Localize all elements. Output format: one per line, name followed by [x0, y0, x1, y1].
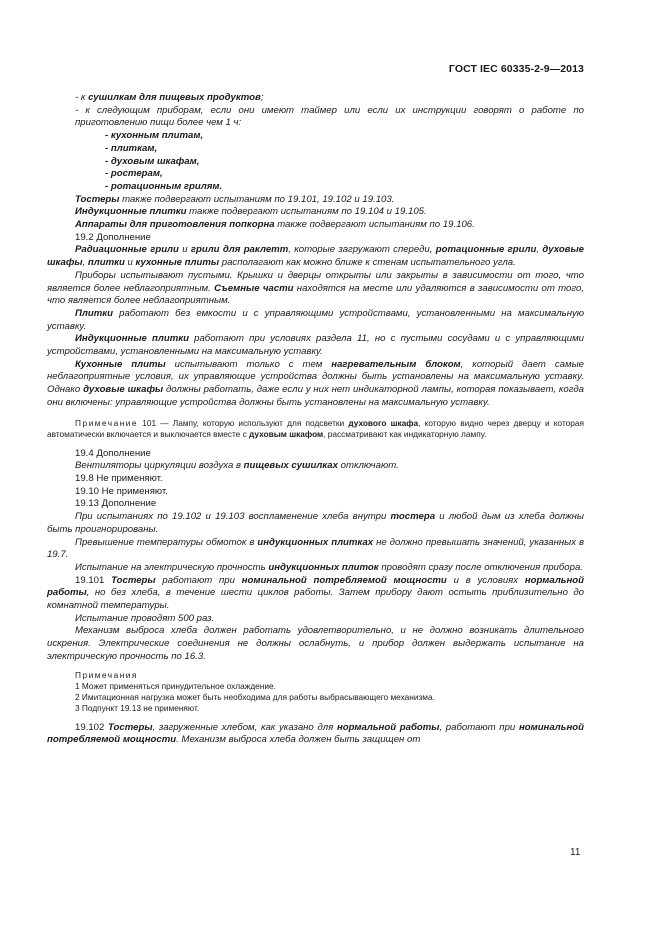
- list-item: - плиткам,: [105, 142, 158, 154]
- list-item: - ротационным грилям.: [105, 180, 223, 192]
- section-heading: 19.4 Дополнение: [75, 447, 151, 459]
- paragraph-electric-strength: Испытание на электрическую прочность индукционных плиток проводят сразу после отключения прибора.: [75, 561, 583, 573]
- note-item: 1 Может применяться принудительное охлаждение.: [75, 680, 276, 691]
- section-heading: 19.10 Не применяют.: [75, 485, 168, 497]
- paragraph-19-102: 19.102 Тостеры, загруженные хлебом, как указано для нормальной работы, работают при номинальной потребляемой мощности. Механизм выброса хлеба должен быть защищен от: [47, 721, 584, 746]
- list-item: - кухонным плитам,: [105, 130, 204, 142]
- paragraph-cookers: Кухонные плиты испытывают только с тем нагревательным блоком, который дает самые неблагоприятные условия, их управляющие устройства должны быть установлены на максимальную уставку. Однако духовые шкафы должны работать, даже если у них нет индикаторной лампы, которая показывает, когда они включены: управляющие устройства должны быть установлены на максимальную уставку.: [47, 358, 584, 408]
- paragraph-19-101: 19.101 Тостеры работают при номинальной потребляемой мощности и в условиях нормальной работы, но без хлеба, в течение шести циклов работы. Затем прибору дают остыть приблизительно до комнатной температуры.: [47, 574, 584, 612]
- page-number: 11: [570, 847, 581, 858]
- paragraph-fans: Вентиляторы циркуляции воздуха в пищевых сушилках отключают.: [75, 460, 399, 472]
- document-body: [47, 92, 584, 747]
- standard-code-header: ГОСТ IEC 60335-2-9—2013: [448, 63, 584, 75]
- list-item: - ростерам,: [105, 168, 163, 180]
- list-item: - духовым шкафам,: [105, 155, 200, 167]
- paragraph-mechanism: Механизм выброса хлеба должен работать удовлетворительно, и не должно возникать длительного искрения. Электрические соединения не должны ослабнуть, и прибор должен выдержать испытание на электрическую прочность по 16.3.: [47, 625, 584, 662]
- section-heading: 19.8 Не применяют.: [75, 472, 163, 484]
- paragraph-dryers: - к сушилкам для пищевых продуктов;: [75, 92, 264, 103]
- paragraph-induction-hobs: Индукционные плитки работают при условиях раздела 11, но с пустыми сосудами и с управляющими устройствами, установленными на максимальную уставку.: [47, 333, 584, 358]
- notes-title: Примечания: [75, 669, 138, 680]
- paragraph-popcorn: Аппараты для приготовления попкорна также подвергают испытаниям по 19.106.: [75, 219, 475, 231]
- section-heading: 19.2 Дополнение: [75, 231, 151, 243]
- paragraph-timer-devices: - к следующим приборам, если они имеют таймер или если их инструкции говорят о работе по приготовлению пищи более чем 1 ч:: [75, 104, 584, 129]
- paragraph-bread-ignition: При испытаниях по 19.102 и 19.103 воспламенение хлеба внутри тостера и любой дым из хлеба должны быть проигнорированы.: [47, 511, 584, 535]
- paragraph-placement: Радиационные грили и грили для раклетт, которые загружают спереди, ротационные грили, духовые шкафы, плитки и кухонные плиты располагают как можно ближе к стенам испытательного угла.: [47, 244, 585, 269]
- note-item: 2 Имитационная нагрузка может быть необходима для работы выбрасывающего механизма.: [75, 691, 435, 702]
- paragraph-test-count: Испытание проводят 500 раз.: [75, 612, 215, 624]
- paragraph-toasters: Тостеры также подвергают испытаниям по 19.101, 19.102 и 19.103.: [75, 193, 395, 205]
- note-item: 3 Подпункт 19.13 не применяют.: [75, 702, 200, 713]
- paragraph-empty-test: Приборы испытывают пустыми. Крышки и дверцы открыты или закрыты в зависимости от того, что является более неблагоприятным. Съемные части находятся на месте или удаляются в зависимости от того, что является более неблагоприятным.: [47, 269, 585, 307]
- section-heading: 19.13 Дополнение: [75, 498, 157, 510]
- paragraph-hobs: Плитки работают без емкости и с управляющими устройствами, установленными на максимальную уставку.: [47, 307, 584, 332]
- note-101: Примечание 101 — Лампу, которую используют для подсветки духового шкафа, которую видно через дверцу и которая автоматически включается и выключается вместе с духовым шкафом, рассматривают как индикаторную лампу.: [47, 417, 584, 439]
- paragraph-winding-temp: Превышение температуры обмоток в индукционных плитках не должно превышать значений, указанных в 19.7.: [47, 536, 584, 561]
- paragraph-induction: Индукционные плитки также подвергают испытаниям по 19.104 и 19.105.: [75, 206, 427, 218]
